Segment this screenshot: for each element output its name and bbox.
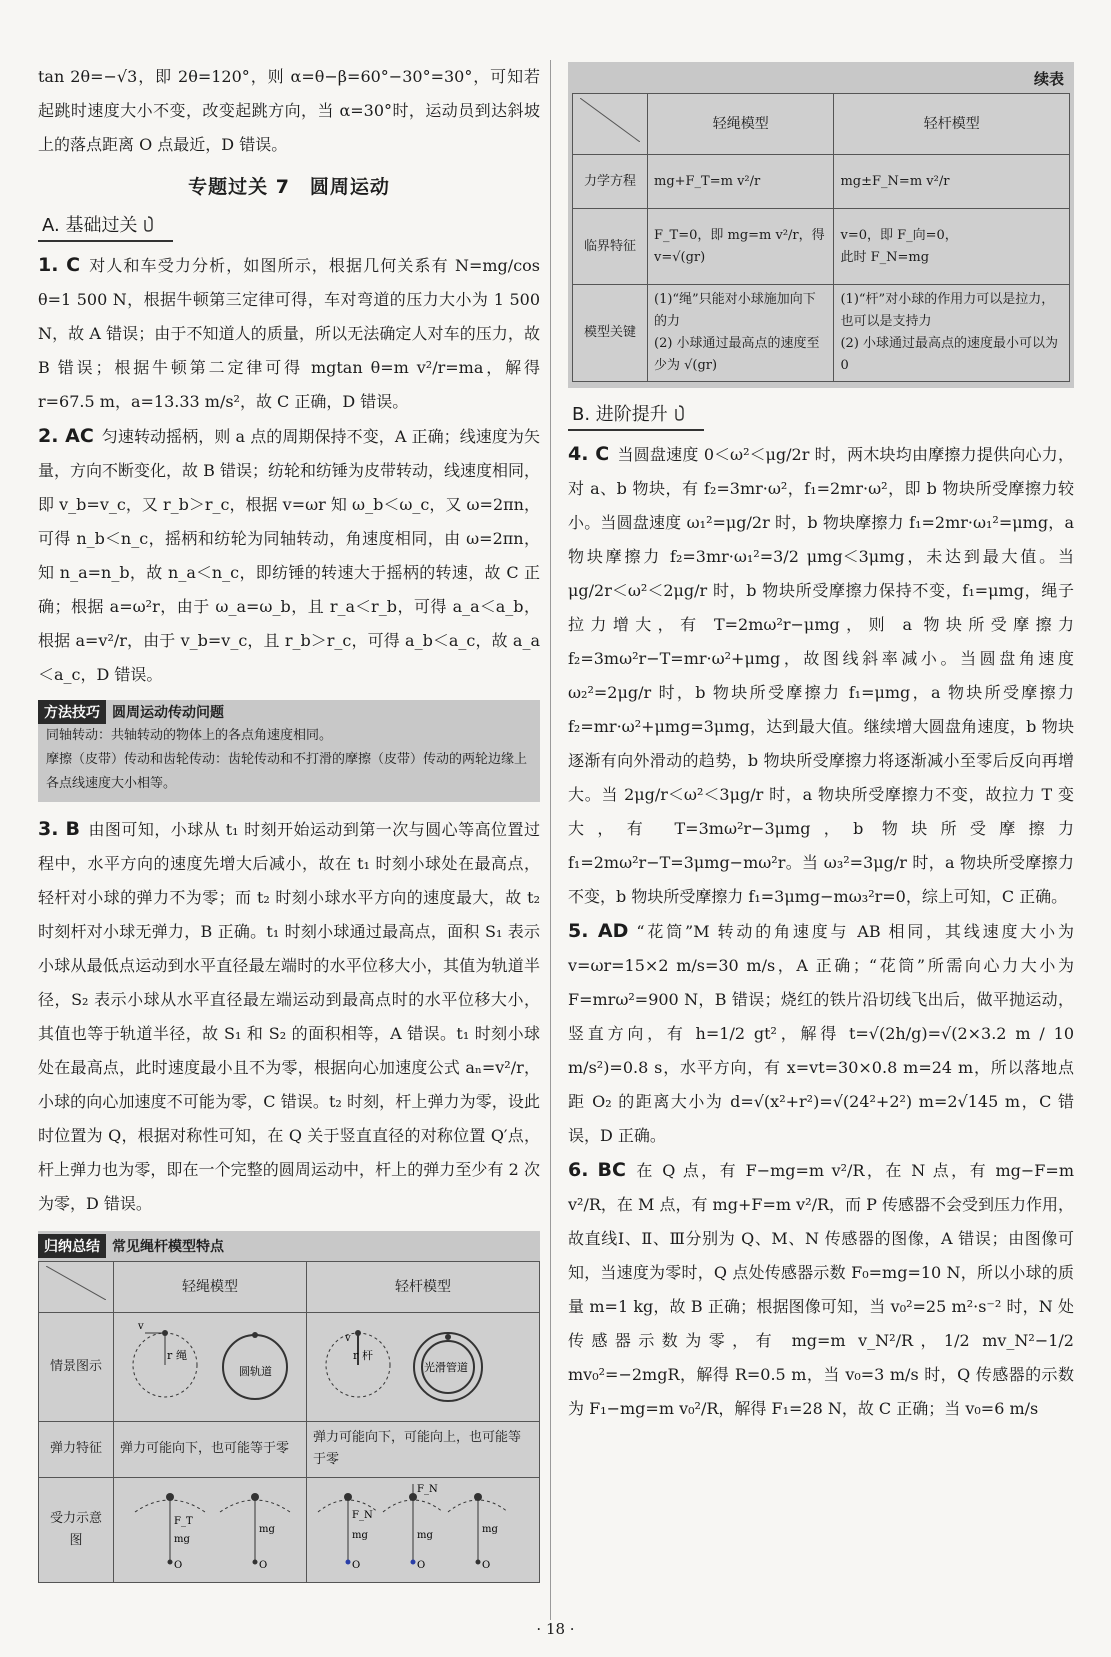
elastic-row-label: 弹力特征 bbox=[39, 1421, 114, 1477]
rod-v-label: v bbox=[345, 1332, 351, 1344]
rod-force-diagrams bbox=[307, 1477, 540, 1582]
rope-key-line-1: (1)“绳”只能对小球施加向下的力 bbox=[654, 292, 816, 329]
key-row-label: 模型关键 bbox=[573, 285, 648, 382]
method-tip-box bbox=[38, 700, 540, 802]
rope-critical-feature bbox=[648, 209, 834, 285]
method-tip-line-1: 同轴转动：共轴转动的物体上的各点角速度相同。 bbox=[46, 727, 333, 743]
question-3-text: 由图可知，小球从 t₁ 时刻开始运动到第一次与圆心等高位置过程中，水平方向的速度先增大后减小，故在 t₁ 时刻小球处在最高点，轻杆对小球的弹力不为零；而 t₂ 时刻小球水平方向的速度最大，故 t₂ 时刻杆对小球无弹力，B 正确。t₁ 时刻小球通过最高点，面积 S₁ 表示小球从最低点运动到水平直径最左端时的水平位移大小，其值为轨道半径，S₂ 表示小球从水平直径最左端运动到最高点时的水平位移大小，其值也等于轨道半径，故 S₁ 和 S₂ 的面积相等，A 错误。t₁ 时刻小球处在最高点，此时速度最小且不为零，根据向心加速度公式 aₙ=v²/r，小球的向心加速度不可能为零，C 错误。t₂ 时刻，杆上弹力为零，设此时位置为 Q，根据对称性可知，在 Q 关于竖直直径的对称位置 Q′点，杆上弹力也为零，即在一个完整的圆周运动中，杆上的弹力至少有 2 次为零，D 错误。 bbox=[38, 819, 540, 1213]
summary-title: 常见绳杆模型特点 bbox=[112, 1238, 224, 1255]
cont-rod-model-header: 轻杆模型 bbox=[834, 94, 1070, 155]
rope-model-header: 轻绳模型 bbox=[114, 1261, 307, 1312]
section-b-heading bbox=[568, 400, 704, 431]
rope-critical-line-2: v=√(gr) bbox=[654, 249, 706, 265]
track-label: 圆轨道 bbox=[239, 1364, 272, 1378]
rod-fn-label: F_N bbox=[352, 1509, 373, 1521]
answer-3: 3. B bbox=[38, 817, 80, 840]
question-1-text: 对人和车受力分析，如图所示，根据几何关系有 N=mg/cos θ=1 500 N，根据牛顿第三定律可得，车对弯道的压力大小为 1 500 N，故 A 错误；由于不知道人的质量，所以无法确定人对车的压力，故 B 错误；根据牛顿第二定律可得 mgtan θ=m v²/r=ma，解得 r=67.5 m，a=13.33 m/s²，故 C 正确，D 错误。 bbox=[38, 255, 540, 411]
method-tip-line-2: 摩擦（皮带）传动和齿轮传动：齿轮传动和不打滑的摩擦（皮带）传动的两轮边缘上各点线速度大小相等。 bbox=[46, 751, 528, 791]
diagonal-line-icon-2 bbox=[580, 98, 640, 142]
question-2-text: 匀速转动摇柄，则 a 点的周期保持不变，A 正确；线速度为矢量，方向不断变化，故 B 错误；纺轮和纺锤为皮带转动，线速度相同，即 v_b=v_c，又 r_b＞r_c，根据 v=ωr 知 ω_b＜ω_c，又 ω=2πn，可得 n_b＜n_c，摇柄和纺轮为同轴转动，角速度相同，由 ω=2πn，知 n_a=n_b，故 n_a＜n_c，即纺锤的转速大于摇柄的转速，故 C 正确；根据 a=ω²r，由于 ω_a=ω_b，且 r_a＜r_b，可得 a_a＜a_b，根据 a=v²/r，由于 v_b=v_c，且 r_b＞r_c，可得 a_b＜a_c，故 a_a＜a_c，D 错误。 bbox=[38, 426, 541, 684]
question-4-text: 当圆盘速度 0＜ω²＜μg/2r 时，两木块均由摩擦力提供向心力，对 a、b 物块，有 f₂=3mr·ω²，f₁=2mr·ω²，即 b 物块所受摩擦力较小。当圆盘速度 ω₁²=μg/2r 时，b 物块摩擦力 f₁=2mr·ω₁²=μmg，a 物块摩擦力 f₂=3mr·ω₁²=3/2 μmg＜3μmg，未达到最大值。当 μg/2r＜ω²＜2μg/r 时，b 物块所受摩擦力保持不变，f₁=μmg，绳子拉力增大，有 T=2mω²r−μmg，则 a 物块所受摩擦力 f₂=3mω²r−T=mr·ω²+μmg，故图线斜率减小。当圆盘角速度 ω₂²=2μg/r 时，b 物块所受摩擦力 f₁=μmg，a 物块所受摩擦力 f₂=mr·ω²+μmg=3μmg，达到最大值。继续增大圆盘角速度，b 物块逐渐有向外滑动的趋势，b 物块所受摩擦力将逐渐减小至零后反向再增大。当 2μg/r＜ω²＜3μg/r 时，a 物块所受摩擦力不变，故拉力 T 变大，有 T=3mω²r−3μmg，b 物块所受摩擦力 f₁=2mω²r−T=3μmg−mω²r。当 ω₃²=3μg/r 时，a 物块所受摩擦力不变，b 物块所受摩擦力 f₁=3μmg−mω₃²r=0，综上可知，C 正确。 bbox=[568, 444, 1074, 906]
page-number: · 18 · bbox=[536, 1620, 575, 1638]
summary-box bbox=[38, 1231, 540, 1583]
cont-table-corner-cell bbox=[573, 94, 648, 155]
left-column bbox=[38, 0, 540, 1583]
section-a-heading bbox=[38, 211, 173, 242]
rod-scene-figures bbox=[307, 1312, 540, 1421]
rod-mg-label-3: mg bbox=[482, 1523, 498, 1535]
rod-key-line-2: (2) 小球通过最高点的速度最小可以为 0 bbox=[840, 336, 1059, 373]
answer-4: 4. C bbox=[568, 442, 610, 465]
rope-elastic-feature: 弹力可能向下，也可能等于零 bbox=[114, 1421, 307, 1477]
rope-label: 绳 bbox=[176, 1348, 187, 1362]
rope-critical-line-1: F_T=0，即 mg=m v²/r，得 bbox=[654, 227, 825, 243]
right-column bbox=[568, 0, 1074, 1426]
continued-label: 续表 bbox=[1033, 70, 1064, 88]
continued-table-box bbox=[568, 62, 1074, 388]
rope-r-label: r bbox=[167, 1348, 173, 1362]
mechanics-row-label: 力学方程 bbox=[573, 155, 648, 209]
rope-mg-label-2: mg bbox=[259, 1523, 275, 1535]
rod-critical-line-2: 此时 F_N=mg bbox=[840, 249, 930, 265]
rope-force-diagram bbox=[120, 1482, 300, 1570]
rod-mg-label-2: mg bbox=[417, 1529, 433, 1541]
rope-v-label: v bbox=[138, 1320, 144, 1332]
method-tip-title: 圆周运动传动问题 bbox=[112, 704, 224, 721]
paperclip-icon-2 bbox=[674, 404, 684, 427]
section-a-label: A. 基础过关 bbox=[42, 215, 138, 236]
question-5 bbox=[568, 914, 1074, 1153]
method-tip-label: 方法技巧 bbox=[38, 700, 106, 724]
rod-force-diagram bbox=[313, 1482, 513, 1570]
rod-o-label-3: O bbox=[482, 1559, 491, 1570]
paperclip-icon bbox=[143, 215, 153, 238]
force-row-label: 受力示意图 bbox=[39, 1477, 114, 1582]
question-5-text: “花筒”M 转动的角速度与 AB 相同，其线速度大小为 v=ωr=15×2 m/s=30 m/s，A 正确；“花筒”所需向心力大小为 F=mrω²=900 N，B 错误；烧红的铁片沿切线飞出后，做平抛运动，竖直方向，有 h=1/2 gt²，解得 t=√(2h/g)=√(2×3.2 m / 10 m/s²)=0.8 s，水平方向，有 x=vt=30×0.8 m=24 m，所以落地点距 O₂ 的距离大小为 d=√(x²+r²)=√(24²+2²) m=2√145 m，C 错误，D 正确。 bbox=[568, 921, 1074, 1145]
section-b-label: B. 进阶提升 bbox=[572, 404, 668, 425]
rope-model-key bbox=[648, 285, 834, 382]
question-3 bbox=[38, 812, 540, 1221]
question-2 bbox=[38, 419, 540, 692]
scene-row-label: 情景图示 bbox=[39, 1312, 114, 1421]
question-4 bbox=[568, 437, 1074, 914]
rope-scene-diagram bbox=[120, 1317, 300, 1409]
column-divider bbox=[550, 60, 551, 1620]
rod-o-label: O bbox=[352, 1559, 361, 1570]
rod-o-label-2: O bbox=[417, 1559, 426, 1570]
table-corner-cell bbox=[39, 1261, 114, 1312]
answer-5: 5. AD bbox=[568, 919, 629, 942]
rod-critical-line-1: v=0，即 F_向=0， bbox=[840, 227, 958, 243]
critical-row-label: 临界特征 bbox=[573, 209, 648, 285]
rod-elastic-feature: 弹力可能向下，可能向上，也可能等于零 bbox=[307, 1421, 540, 1477]
rope-rod-table bbox=[38, 1261, 540, 1583]
rope-mechanics-equation: mg+F_T=m v²/r bbox=[648, 155, 834, 209]
rod-model-header: 轻杆模型 bbox=[307, 1261, 540, 1312]
question-1 bbox=[38, 248, 540, 419]
rod-fn-label-2: F_N bbox=[417, 1483, 438, 1495]
continued-rope-rod-table bbox=[572, 93, 1070, 382]
rope-scene-figures bbox=[114, 1312, 307, 1421]
rope-mg-label: mg bbox=[174, 1533, 190, 1545]
rod-r-label: r bbox=[353, 1348, 359, 1362]
rope-o-label: O bbox=[174, 1559, 183, 1570]
diagonal-line-icon bbox=[46, 1266, 106, 1300]
rope-force-diagrams bbox=[114, 1477, 307, 1582]
question-6-text: 在 Q 点，有 F−mg=m v²/R，在 N 点，有 mg−F=m v²/R，在 M 点，有 mg+F=m v²/R，而 P 传感器不会受到压力作用，故直线Ⅰ、Ⅱ、Ⅲ分别为 Q、M、N 传感器的图像，A 错误；由图像可知，当速度为零时，Q 点处传感器示数 F₀=mg=10 N，所以小球的质量 m=1 kg，故 B 正确；根据图像可知，当 v₀²=25 m²·s⁻² 时，N 处传感器示数为零，有 mg=m v_N²/R，1/2 mv_N²−1/2 mv₀²=−2mgR，解得 R=0.5 m，当 v₀=3 m/s 时，Q 传感器的示数为 F₁−mg=m v₀²/R，解得 F₁=28 N，故 C 正确；当 v₀=6 m/s bbox=[568, 1160, 1074, 1418]
answer-2: 2. AC bbox=[38, 424, 94, 447]
question-6 bbox=[568, 1153, 1074, 1426]
rod-mg-label: mg bbox=[352, 1529, 368, 1541]
rope-key-line-2: (2) 小球通过最高点的速度至少为 √(gr) bbox=[654, 336, 820, 373]
rope-o-label-2: O bbox=[259, 1559, 268, 1570]
rod-scene-diagram bbox=[313, 1317, 493, 1409]
answer-6: 6. BC bbox=[568, 1158, 626, 1181]
rod-critical-feature bbox=[834, 209, 1070, 285]
rod-key-line-1: (1)“杆”对小球的作用力可以是拉力，也可以是支持力 bbox=[840, 292, 1055, 329]
rod-mechanics-equation: mg±F_N=m v²/r bbox=[834, 155, 1070, 209]
summary-label: 归纳总结 bbox=[38, 1234, 106, 1258]
answer-1: 1. C bbox=[38, 253, 81, 276]
cont-rope-model-header: 轻绳模型 bbox=[648, 94, 834, 155]
rod-model-key bbox=[834, 285, 1070, 382]
intro-paragraph: tan 2θ=−√3，即 2θ=120°，则 α=θ−β=60°−30°=30°，可知若起跳时速度大小不变，改变起跳方向，当 α=30°时，运动员到达斜坡上的落点距离 O 点最近，D 错误。 bbox=[38, 67, 540, 154]
rod-label: 杆 bbox=[362, 1348, 373, 1362]
section-title: 专题过关 7 圆周运动 bbox=[188, 176, 390, 198]
rope-ft-label: F_T bbox=[174, 1515, 193, 1527]
pipe-label: 光滑管道 bbox=[424, 1360, 468, 1374]
